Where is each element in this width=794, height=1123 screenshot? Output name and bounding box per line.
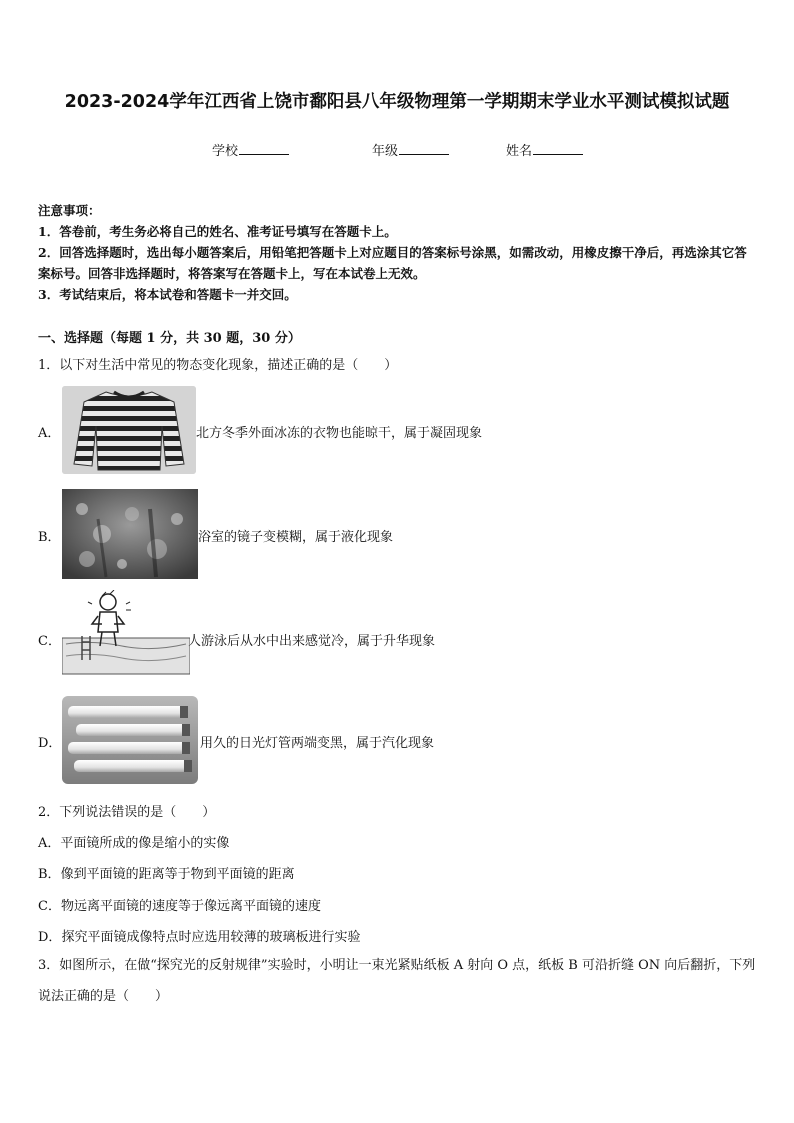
notice-item-3: 3．考试结束后，将本试卷和答题卡一并交回。 bbox=[38, 287, 297, 302]
swimmer-shivering-icon bbox=[62, 590, 190, 682]
q1-option-b[interactable] bbox=[38, 489, 518, 579]
notice-item-2: 2．回答选择题时，选出每小题答案后，用铅笔把答题卡上对应题目的答案标号涂黑，如需改动，用橡皮擦干净后，再选涂其它答案标号。回答非选择题时，将答案写在答题卡上，写在本试卷上无效。 bbox=[38, 245, 747, 281]
school-field bbox=[212, 140, 289, 159]
fluorescent-tubes-image bbox=[62, 696, 198, 784]
q1-option-b-text: 浴室的镜子变模糊，属于液化现象 bbox=[198, 530, 394, 545]
q1-option-a[interactable] bbox=[38, 386, 518, 474]
grade-label: 年级 bbox=[372, 144, 399, 159]
name-label: 姓名 bbox=[506, 144, 533, 159]
q2-option-a-text: 平面镜所成的像是缩小的实像 bbox=[60, 836, 230, 851]
q1-option-a-text: 北方冬季外面冰冻的衣物也能晾干，属于凝固现象 bbox=[196, 426, 483, 441]
q2-option-b[interactable] bbox=[38, 863, 295, 882]
notice-item-1: 1．答卷前，考生务必将自己的姓名、准考证号填写在答题卡上。 bbox=[38, 224, 397, 239]
q2-option-b-letter: B． bbox=[38, 867, 61, 882]
q1-option-d-letter: D． bbox=[38, 736, 62, 751]
striped-sweater-image bbox=[62, 386, 196, 474]
question-1-stem: 1．以下对生活中常见的物态变化现象，描述正确的是（ ） bbox=[38, 358, 398, 373]
fluorescent-tubes-icon bbox=[62, 696, 198, 784]
swimmer-image bbox=[62, 590, 190, 682]
striped-sweater-icon bbox=[62, 386, 196, 474]
q1-option-a-letter: A． bbox=[38, 426, 61, 441]
section-heading-choice: 一、选择题（每题 1 分，共 30 题，30 分） bbox=[38, 331, 301, 346]
student-info-fields bbox=[0, 140, 794, 160]
q2-option-d-text: 探究平面镜成像特点时应选用较薄的玻璃板进行实验 bbox=[61, 930, 361, 945]
notice-heading: 注意事项： bbox=[38, 203, 101, 218]
q1-option-c-letter: C． bbox=[38, 634, 61, 649]
q2-option-c[interactable] bbox=[38, 895, 321, 914]
q2-option-a-letter: A． bbox=[38, 836, 61, 851]
school-blank[interactable] bbox=[239, 141, 289, 155]
q1-option-b-letter: B． bbox=[38, 530, 61, 545]
q2-option-c-text: 物远离平面镜的速度等于像远离平面镜的速度 bbox=[60, 899, 321, 914]
q1-option-c-text: 人游泳后从水中出来感觉冷，属于升华现象 bbox=[188, 634, 436, 649]
foggy-mirror-icon bbox=[62, 489, 198, 579]
question-2-stem: 2．下列说法错误的是（ ） bbox=[38, 805, 216, 820]
q1-option-c[interactable] bbox=[38, 590, 518, 682]
question-3-stem: 3．如图所示，在做“探究光的反射规律”实验时，小明让一束光紧贴纸板 A 射向 O 点，纸板 B 可沿折缝 ON 向后翻折，下列说法正确的是（ ） bbox=[38, 958, 756, 1004]
school-label: 学校 bbox=[212, 144, 239, 159]
q2-option-b-text: 像到平面镜的距离等于物到平面镜的距离 bbox=[60, 867, 295, 882]
q1-option-d-text: 用久的日光灯管两端变黑，属于汽化现象 bbox=[200, 736, 435, 751]
grade-blank[interactable] bbox=[399, 141, 449, 155]
q2-option-a[interactable] bbox=[38, 832, 229, 851]
grade-field bbox=[372, 140, 449, 159]
name-blank[interactable] bbox=[533, 141, 583, 155]
q2-option-d[interactable] bbox=[38, 926, 360, 945]
exam-title: 2023-2024学年江西省上饶市鄱阳县八年级物理第一学期期末学业水平测试模拟试题 bbox=[64, 92, 730, 112]
q2-option-d-letter: D． bbox=[38, 930, 62, 945]
name-field bbox=[506, 140, 583, 159]
foggy-mirror-image bbox=[62, 489, 198, 579]
q1-option-d[interactable] bbox=[38, 696, 518, 784]
q2-option-c-letter: C． bbox=[38, 899, 61, 914]
notice-block bbox=[38, 200, 758, 305]
